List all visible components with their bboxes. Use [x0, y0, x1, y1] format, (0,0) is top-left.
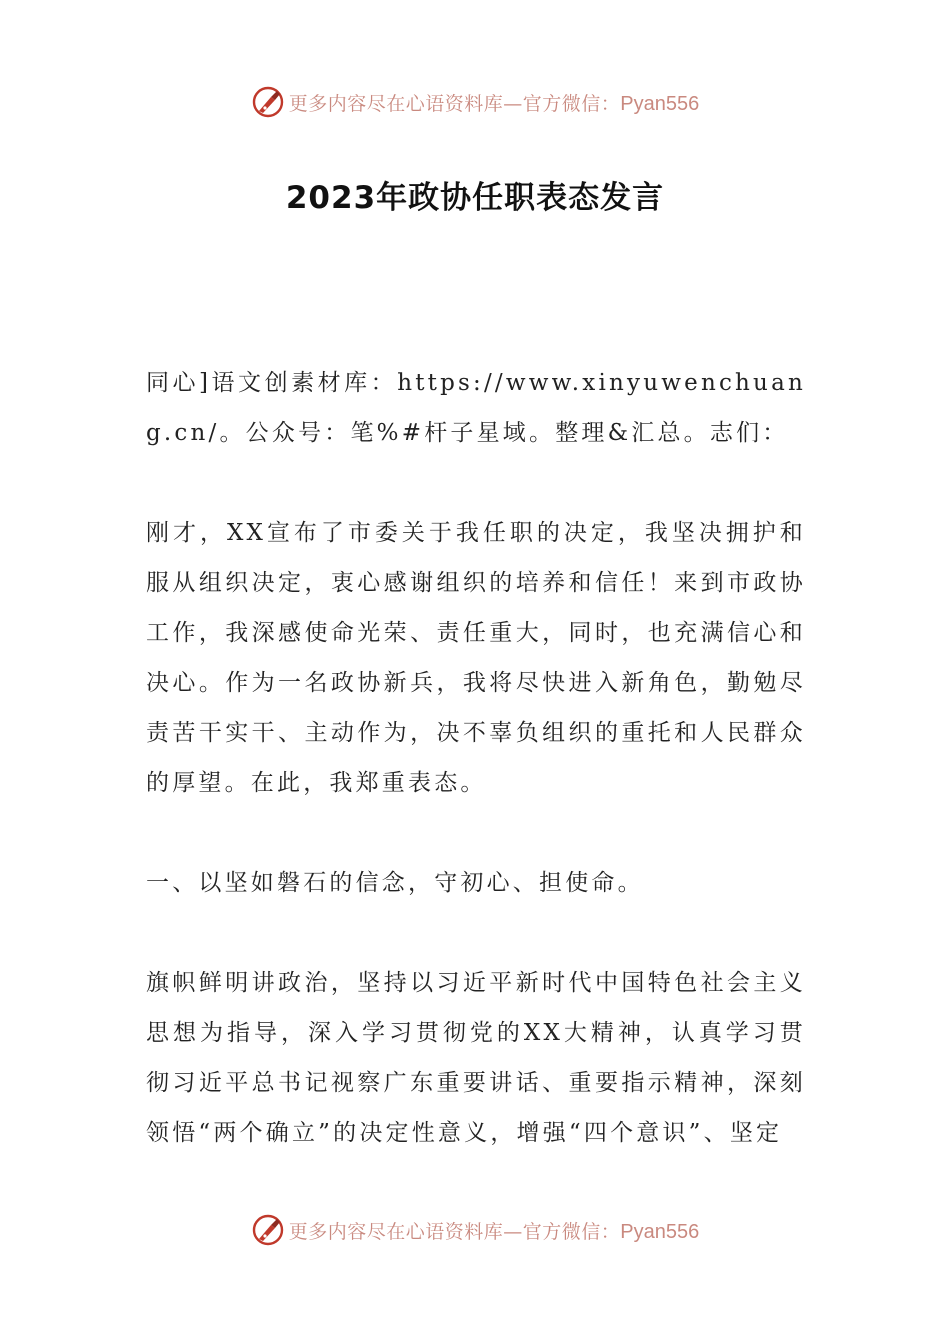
paragraph: 同心]语文创素材库：https://www.xinyuwenchuang.cn/。公众号：笔%#杆子星域。整理&汇总。志们： — [146, 370, 806, 446]
watermark-wechat-id: Pyan556 — [620, 1220, 700, 1243]
section-heading: 一、以坚如磐石的信念，守初心、担使命。 — [146, 870, 644, 896]
paragraph: 刚才，XX宣布了市委关于我任职的决定，我坚决拥护和服从组织决定，衷心感谢组织的培养和信任！来到市政协工作，我深感使命光荣、责任重大，同时，也充满信心和决心。作为一名政协新兵，我将尽快进入新角色，勤勉尽责苦干实干、主动作为，决不辜负组织的重托和人民群众的厚望。在此，我郑重表态。 — [146, 520, 806, 796]
pen-nib-circle-icon — [251, 85, 285, 119]
paragraph: 旗帜鲜明讲政治，坚持以习近平新时代中国特色社会主义思想为指导，深入学习贯彻党的XX大精神，认真学习贯彻习近平总书记视察广东重要讲话、重要指示精神，深刻领悟“两个确立”的决定性意义，增强“四个意识”、坚定 — [146, 970, 806, 1146]
header-watermark — [0, 82, 950, 122]
watermark-wechat-id: Pyan556 — [620, 92, 700, 115]
pen-nib-circle-icon — [251, 1213, 285, 1247]
document-body — [146, 358, 806, 1208]
watermark-text: 更多内容尽在心语资料库—官方微信：Pyan556 — [288, 92, 700, 115]
document-title: 2023年政协任职表态发言 — [285, 180, 665, 216]
watermark-text: 更多内容尽在心语资料库—官方微信：Pyan556 — [288, 1220, 700, 1243]
footer-watermark — [0, 1210, 950, 1250]
